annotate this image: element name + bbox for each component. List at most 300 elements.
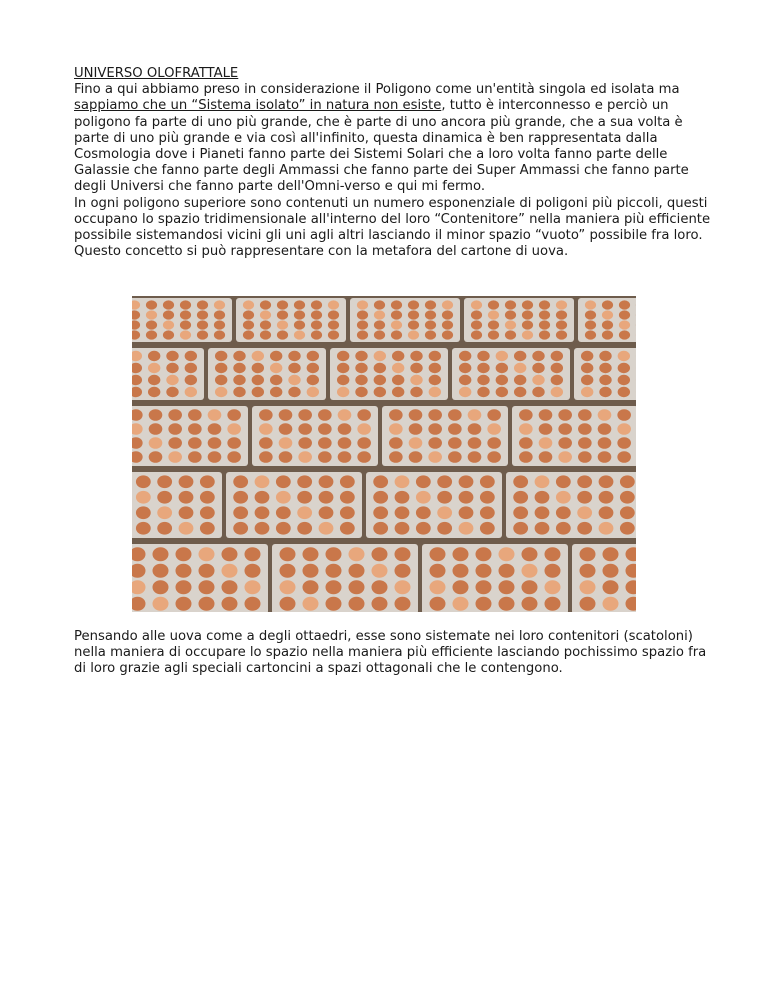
egg [416,506,431,519]
egg [581,375,593,385]
egg [522,310,533,319]
egg [214,330,225,339]
egg [168,409,182,421]
egg [259,437,273,449]
egg [318,423,332,435]
egg-trays-photo [132,296,636,612]
egg [522,564,538,578]
egg [259,423,273,435]
egg [188,409,202,421]
egg [603,580,619,594]
egg [505,300,516,309]
egg [459,491,474,504]
doc-title-text: UNIVERSO OLOFRATTALE [74,66,239,81]
egg [326,564,342,578]
egg [311,330,322,339]
egg [372,580,388,594]
egg [337,351,349,361]
egg [200,506,215,519]
egg [279,423,293,435]
paragraph-1-start: Fino a qui abbiamo preso in considerazione il Poligono come un'entità singola ed isolata ma [74,82,680,98]
egg [215,375,227,385]
egg [539,409,553,421]
egg [374,330,385,339]
egg [477,387,489,397]
egg [391,300,402,309]
egg [459,475,474,488]
egg [448,437,462,449]
egg [357,423,371,435]
egg [477,363,489,373]
egg [448,423,462,435]
egg [199,580,215,594]
egg [459,506,474,519]
egg [453,580,469,594]
egg [176,597,192,611]
egg [539,330,550,339]
egg [357,320,368,329]
egg [476,547,492,561]
egg [243,310,254,319]
egg [270,375,282,385]
egg [288,375,300,385]
egg [208,409,222,421]
egg [179,506,194,519]
egg [448,409,462,421]
egg [468,437,482,449]
egg [577,522,592,535]
egg [617,409,631,421]
egg [328,300,339,309]
egg [580,547,596,561]
egg [532,375,544,385]
egg [176,547,192,561]
egg [442,300,453,309]
egg [556,320,567,329]
egg [453,597,469,611]
egg [578,437,592,449]
egg [453,564,469,578]
egg [180,330,191,339]
egg [303,597,319,611]
egg [619,320,630,329]
egg [208,437,222,449]
egg [598,423,612,435]
egg [233,351,245,361]
egg [487,423,501,435]
egg [252,375,264,385]
egg [337,375,349,385]
egg [208,451,222,463]
egg [416,491,431,504]
egg [599,522,614,535]
paragraph-1-end: , tutto è interconnesso e perciò un poligono fa parte di uno più grande, che è parte di uno ancora più grande, che a sua volta è parte di uno più grande e via così all'infinito, questa dinamica è ben rappresentata dalla Cosmologia dove i Pianeti fanno parte dei Sistemi Solari che a loro volta fanno parte delle Galassie che fanno parte degli Ammassi che fanno parte dei Super Ammassi che fanno parte degli Universi che fanno parte dell'Omni-verso e qui mi fermo. [74,98,689,195]
egg [168,437,182,449]
egg [340,475,355,488]
egg [519,451,533,463]
egg [373,522,388,535]
egg [233,363,245,373]
egg [243,330,254,339]
egg [337,387,349,397]
egg [338,409,352,421]
egg [357,437,371,449]
egg [338,423,352,435]
egg [255,506,270,519]
egg [214,300,225,309]
text-intro [74,66,714,260]
egg [487,451,501,463]
egg [410,363,422,373]
egg [395,475,410,488]
egg [532,351,544,361]
egg [477,351,489,361]
egg [488,310,499,319]
egg [480,475,495,488]
paragraph-2: In ogni poligono superiore sono contenuti un numero esponenziale di poligoni più piccoli, questi occupano lo spazio tridimensionale all'interno del loro “Contenitore” nella maniera più efficiente possibile sistemandosi vicini gli uni agli altri lasciando il minor spazio “vuoto” possibile fra loro. [74,195,711,244]
egg [372,547,388,561]
egg [519,409,533,421]
egg [222,547,238,561]
egg [349,580,365,594]
egg [136,506,151,519]
egg [227,451,241,463]
egg [409,409,423,421]
egg [340,522,355,535]
egg [480,506,495,519]
egg [188,451,202,463]
egg [392,351,404,361]
egg [276,491,291,504]
egg [578,409,592,421]
egg [499,597,515,611]
egg [425,330,436,339]
egg [303,580,319,594]
egg [471,310,482,319]
egg [535,475,550,488]
egg [459,387,471,397]
egg [551,375,563,385]
egg [227,437,241,449]
egg [599,375,611,385]
egg [340,491,355,504]
egg [357,451,371,463]
egg [459,363,471,373]
egg [581,387,593,397]
egg [395,564,411,578]
egg [297,506,312,519]
egg [442,310,453,319]
egg [180,320,191,329]
egg [166,351,178,361]
paragraph-1 [74,82,714,195]
egg [599,506,614,519]
egg [505,320,516,329]
egg [437,506,452,519]
egg [513,491,528,504]
egg-trays-illustration [132,296,636,612]
egg [297,491,312,504]
egg [392,363,404,373]
egg [522,597,538,611]
egg [522,300,533,309]
egg [409,423,423,435]
egg [416,522,431,535]
egg [252,387,264,397]
egg [620,491,635,504]
egg [373,475,388,488]
egg [545,564,561,578]
egg [409,437,423,449]
egg [146,330,157,339]
egg [166,387,178,397]
egg [270,387,282,397]
egg [577,475,592,488]
egg [277,310,288,319]
egg [487,437,501,449]
egg [288,363,300,373]
egg [618,375,630,385]
egg [252,363,264,373]
egg [430,597,446,611]
paragraph-3: Questo concetto si può rappresentare con la metafora del cartone di uova. [74,244,569,260]
egg [620,506,635,519]
egg [391,320,402,329]
egg [514,387,526,397]
egg [180,310,191,319]
egg [328,330,339,339]
egg [311,320,322,329]
egg [429,387,441,397]
egg [389,409,403,421]
egg [514,351,526,361]
egg [532,363,544,373]
egg [185,387,197,397]
egg [357,330,368,339]
egg [602,310,613,319]
egg [585,300,596,309]
egg [157,475,172,488]
egg [279,409,293,421]
egg [148,375,160,385]
egg [303,547,319,561]
egg [471,320,482,329]
egg [188,437,202,449]
egg [602,300,613,309]
egg [539,320,550,329]
egg [442,320,453,329]
egg [148,351,160,361]
egg [442,330,453,339]
egg [551,363,563,373]
egg [619,300,630,309]
egg [197,330,208,339]
egg [617,437,631,449]
egg [318,437,332,449]
egg [599,363,611,373]
egg [197,310,208,319]
egg [522,547,538,561]
egg [389,437,403,449]
egg [280,580,296,594]
egg [480,522,495,535]
egg [157,506,172,519]
egg [453,547,469,561]
egg [355,387,367,397]
egg [391,330,402,339]
egg [430,564,446,578]
egg [277,300,288,309]
egg [580,597,596,611]
egg [163,330,174,339]
egg [580,564,596,578]
egg [197,300,208,309]
egg [499,564,515,578]
egg [288,387,300,397]
egg [307,363,319,373]
egg [477,375,489,385]
egg [409,451,423,463]
egg [215,387,227,397]
text-outro [74,629,714,678]
egg [326,597,342,611]
egg [319,506,334,519]
egg [395,506,410,519]
egg [252,351,264,361]
egg [556,310,567,319]
egg [558,409,572,421]
egg [222,597,238,611]
egg [326,580,342,594]
egg [487,409,501,421]
egg [408,330,419,339]
egg [260,320,271,329]
egg [260,300,271,309]
egg [374,320,385,329]
egg [270,363,282,373]
egg [581,363,593,373]
egg [168,423,182,435]
egg [514,363,526,373]
egg [357,409,371,421]
egg [153,564,169,578]
egg [168,451,182,463]
egg [260,330,271,339]
egg [157,491,172,504]
egg [215,363,227,373]
egg [311,300,322,309]
egg [437,475,452,488]
egg [620,475,635,488]
egg [425,320,436,329]
egg [136,522,151,535]
egg [233,375,245,385]
egg [222,564,238,578]
egg [620,522,635,535]
egg [428,409,442,421]
egg [480,491,495,504]
egg [430,580,446,594]
egg [496,351,508,361]
egg [294,310,305,319]
egg [188,423,202,435]
egg [227,409,241,421]
egg [428,451,442,463]
egg [618,387,630,397]
egg [539,310,550,319]
egg [136,475,151,488]
egg [505,310,516,319]
egg [355,375,367,385]
egg [556,506,571,519]
egg [243,320,254,329]
egg [513,506,528,519]
egg [514,375,526,385]
egg [519,423,533,435]
egg [408,300,419,309]
egg [197,320,208,329]
paragraph-1-underlined: sappiamo che un “Sistema isolato” in natura non esiste [74,98,442,114]
egg [294,320,305,329]
egg [395,580,411,594]
egg [428,437,442,449]
egg [602,320,613,329]
egg [233,387,245,397]
egg [428,423,442,435]
egg [545,580,561,594]
egg [585,310,596,319]
egg [166,375,178,385]
egg [476,564,492,578]
egg [374,375,386,385]
egg [599,387,611,397]
egg [603,564,619,578]
egg [307,387,319,397]
egg [148,387,160,397]
egg [437,491,452,504]
egg [157,522,172,535]
egg [307,375,319,385]
egg [551,387,563,397]
egg [389,423,403,435]
egg [185,375,197,385]
egg [233,475,248,488]
egg [391,310,402,319]
egg [276,506,291,519]
egg [513,475,528,488]
egg [468,409,482,421]
egg [459,522,474,535]
egg [163,300,174,309]
egg [488,330,499,339]
egg [276,475,291,488]
egg [270,351,282,361]
egg [425,300,436,309]
egg [459,351,471,361]
egg [410,375,422,385]
egg [288,351,300,361]
doc-title [74,66,714,82]
egg [338,437,352,449]
egg [372,597,388,611]
egg [298,451,312,463]
egg [539,437,553,449]
egg [176,564,192,578]
egg [599,351,611,361]
egg [372,564,388,578]
egg [214,320,225,329]
egg [539,451,553,463]
